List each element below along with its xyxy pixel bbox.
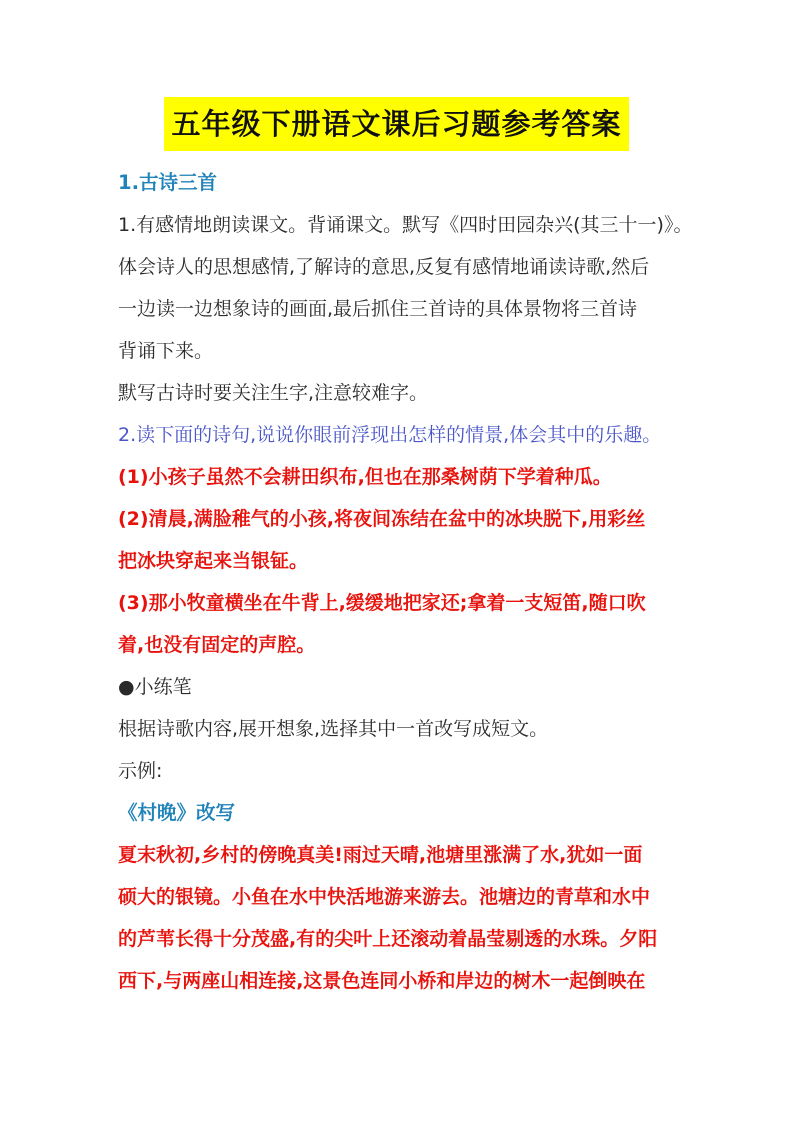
answer-2-line-2: 把冰块穿起来当银钲。 — [118, 550, 309, 572]
page-title: 五年级下册语文课后习题参考答案 — [164, 97, 628, 151]
document-body — [118, 162, 693, 1002]
question-1-line-3: 一边读一边想象诗的画面,最后抓住三首诗的具体景物将三首诗 — [118, 298, 638, 320]
question-1-line-4: 背诵下来。 — [118, 340, 214, 362]
example-line-2: 硕大的银镜。小鱼在水中快活地游来游去。池塘边的青草和水中 — [118, 886, 651, 908]
question-1-line-2: 体会诗人的思想感情,了解诗的意思,反复有感情地诵读诗歌,然后 — [118, 256, 650, 278]
answer-2-line-1: (2)清晨,满脸稚气的小孩,将夜间冻结在盆中的冰块脱下,用彩丝 — [118, 508, 646, 530]
practice-label: ●小练笔 — [118, 676, 192, 698]
answer-1: (1)小孩子虽然不会耕田织布,但也在那桑树荫下学着种瓜。 — [118, 466, 612, 488]
answer-3-line-1: (3)那小牧童横坐在牛背上,缓缓地把家还;拿着一支短笛,随口吹 — [118, 592, 646, 614]
example-line-3: 的芦苇长得十分茂盛,有的尖叶上还滚动着晶莹剔透的水珠。夕阳 — [118, 928, 658, 950]
section-heading: 1.古诗三首 — [118, 171, 217, 194]
question-2: 2.读下面的诗句,说说你眼前浮现出怎样的情景,体会其中的乐趣。 — [118, 424, 662, 446]
example-line-4: 西下,与两座山相连接,这景色连同小桥和岸边的树木一起倒映在 — [118, 970, 646, 992]
example-label: 示例: — [118, 760, 163, 782]
title-container — [0, 97, 793, 151]
answer-3-line-2: 着,也没有固定的声腔。 — [118, 634, 316, 656]
example-title: 《村晚》改写 — [118, 801, 236, 824]
question-1-note: 默写古诗时要关注生字,注意较难字。 — [118, 382, 429, 404]
example-line-1: 夏末秋初,乡村的傍晚真美!雨过天晴,池塘里涨满了水,犹如一面 — [118, 844, 643, 866]
question-1-line-1: 1.有感情地朗读课文。背诵课文。默写《四时田园杂兴(其三十一)》。 — [118, 214, 693, 236]
practice-prompt: 根据诗歌内容,展开想象,选择其中一首改写成短文。 — [118, 718, 549, 740]
